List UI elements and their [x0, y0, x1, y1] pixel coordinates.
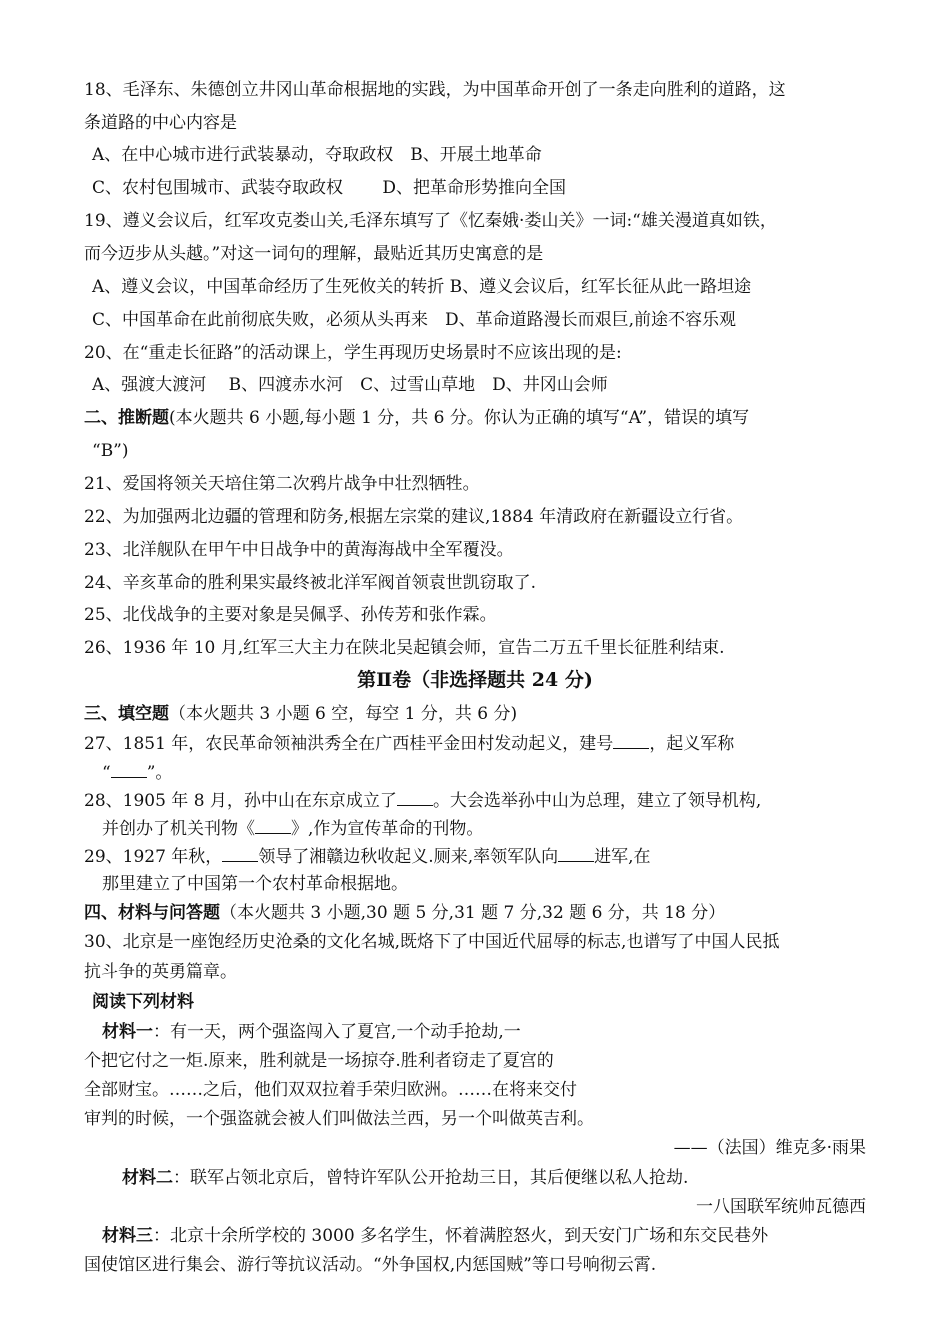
- material1-line-4: 审判的时候，一个强盗就会被人们叫做法兰西，另一个叫做英吉利。: [84, 1109, 594, 1129]
- material1-line-1: [102, 1021, 521, 1043]
- q30-stem-line-1: 30、北京是一座饱经历史沧桑的文化名城,既烙下了中国近代屈辱的标志,也谱写了中国人民抵: [84, 932, 780, 952]
- q29-text-c: 进军,在: [594, 847, 651, 867]
- material1-line-2: 个把它付之一炬.原来，胜利就是一场掠夺.胜利者窃走了夏宫的: [84, 1051, 554, 1071]
- q18-stem-line-1: 18、毛泽东、朱德创立井冈山革命根据地的实践，为中国革命开创了一条走向胜利的道路，这: [84, 80, 786, 100]
- q27-line-2: [102, 761, 172, 784]
- q29-line-1: [84, 845, 651, 868]
- q29-line-2: 那里建立了中国第一个农村革命根据地。: [102, 874, 408, 894]
- q27-blank-2[interactable]: [111, 761, 147, 778]
- q27-text-d: ”。: [146, 763, 173, 783]
- judgment-item-25: 25、北伐战争的主要对象是吴佩孚、孙传芳和张作霖。: [84, 605, 497, 625]
- q29-blank-2[interactable]: [558, 845, 594, 862]
- material3-line-2: 国使馆区进行集会、游行等抗议活动。“外争国权,内惩国贼”等口号响彻云霄.: [84, 1255, 657, 1275]
- q28-blank-1[interactable]: [397, 789, 433, 806]
- material2-text: ：联军占领北京后，曾特许军队公开抢劫三日，其后便继以私人抢劫.: [173, 1168, 689, 1188]
- judgment-item-23: 23、北洋舰队在甲午中日战争中的黄海海战中全军覆没。: [84, 540, 514, 560]
- q19-stem-line-1: 19、遵义会议后，红军攻克娄山关,毛泽东填写了《忆秦娥·娄山关》一词:“雄关漫道真如铁，: [84, 211, 777, 231]
- q27-text-c: “: [102, 763, 111, 783]
- q29-blank-1[interactable]: [222, 845, 258, 862]
- material3-text-1: ：北京十余所学校的 3000 多名学生，怀着满腔怒火，到天安门广场和东交民巷外: [153, 1226, 769, 1246]
- q28-text-c: 并创办了机关刊物《: [102, 819, 255, 839]
- q18-options-line-2: C、农村包围城市、武装夺取政权 D、把革命形势推向全国: [92, 178, 567, 198]
- section4-title: 四、材料与问答题: [84, 903, 220, 923]
- material3-label: 材料三: [102, 1226, 153, 1246]
- material3-line-1: [102, 1225, 768, 1247]
- q18-stem-line-2: 条道路的中心内容是: [84, 113, 237, 133]
- section2-header: [84, 407, 749, 429]
- judgment-item-21: 21、爱国将领关天培住第二次鸦片战争中壮烈牺牲。: [84, 474, 480, 494]
- material2-source: 一八国联军统帅瓦德西: [696, 1197, 866, 1217]
- q29-text-a: 29、1927 年秋，: [84, 847, 223, 867]
- section3-title: 三、填空题: [84, 704, 169, 724]
- q19-options-line-2: C、中国革命在此前彻底失败，必须从头再来 D、革命道路漫长而艰巨,前途不容乐观: [92, 310, 737, 330]
- q28-text-b: 。大会选举孙中山为总理，建立了领导机构,: [432, 791, 762, 811]
- q20-stem: 20、在“重走长征路”的活动课上，学生再现历史场景时不应该出现的是:: [84, 343, 622, 363]
- material2-line: [122, 1167, 688, 1189]
- q28-text-d: 》,作为宣传革命的刊物。: [291, 819, 484, 839]
- q19-options-line-1: A、遵义会议，中国革命经历了生死攸关的转折 B、遵义会议后，红军长征从此一路坦途: [92, 277, 752, 297]
- part2-heading: 第Ⅱ卷（非选择题共 24 分): [357, 669, 593, 691]
- q30-stem-line-2: 抗斗争的英勇篇章。: [84, 962, 237, 982]
- q27-line-1: [84, 732, 734, 755]
- q18-options-line-1: A、在中心城市进行武装暴动，夺取政权 B、开展土地革命: [92, 145, 542, 165]
- q28-line-1: [84, 789, 761, 812]
- q28-blank-2[interactable]: [255, 817, 291, 834]
- section2-desc-line-2: “B”): [92, 441, 129, 461]
- judgment-item-26: 26、1936 年 10 月,红军三大主力在陕北吴起镇会师，宣告二万五千里长征胜利结束.: [84, 638, 725, 658]
- judgment-item-22: 22、为加强两北边疆的管理和防务,根据左宗棠的建议,1884 年清政府在新疆设立行省。: [84, 507, 744, 527]
- q27-text-a: 27、1851 年，农民革命领袖洪秀全在广西桂平金田村发动起义，建号: [84, 734, 614, 754]
- material1-label: 材料一: [102, 1022, 153, 1042]
- section3-desc: （本火题共 3 小题 6 空，每空 1 分，共 6 分): [169, 704, 518, 724]
- q28-line-2: [102, 817, 483, 840]
- section3-header: [84, 703, 517, 725]
- judgment-item-24: 24、辛亥革命的胜利果实最终被北洋军阀首领袁世凯窃取了.: [84, 573, 537, 593]
- q28-text-a: 28、1905 年 8 月，孙中山在东京成立了: [84, 791, 397, 811]
- section4-desc: （本火题共 3 小题,30 题 5 分,31 题 7 分,32 题 6 分，共 18 分）: [220, 903, 726, 923]
- q27-text-b: ，起义军称: [649, 734, 735, 754]
- q27-blank-1[interactable]: [613, 732, 649, 749]
- material1-line-3: 全部财宝。……之后，他们双双拉着手荣归欧洲。……在将来交付: [84, 1080, 577, 1100]
- section2-title: 二、推断题: [84, 408, 169, 428]
- q29-text-b: 领导了湘赣边秋收起义.厕来,率领军队向: [258, 847, 559, 867]
- q20-options: A、强渡大渡河 B、四渡赤水河 C、过雪山草地 D、井冈山会师: [92, 375, 608, 395]
- q30-read-prompt: 阅读下列材料: [92, 992, 194, 1012]
- section2-desc: (本火题共 6 小题,每小题 1 分，共 6 分。你认为正确的填写“A”，错误的填写: [169, 408, 750, 428]
- section4-header: [84, 902, 725, 924]
- material1-text-1: ：有一天，两个强盗闯入了夏宫,一个动手抢劫,一: [153, 1022, 521, 1042]
- material2-label: 材料二: [122, 1168, 173, 1188]
- material1-source: ——（法国）维克多·雨果: [673, 1138, 866, 1158]
- q19-stem-line-2: 而今迈步从头越。”对这一词句的理解，最贴近其历史寓意的是: [84, 244, 544, 264]
